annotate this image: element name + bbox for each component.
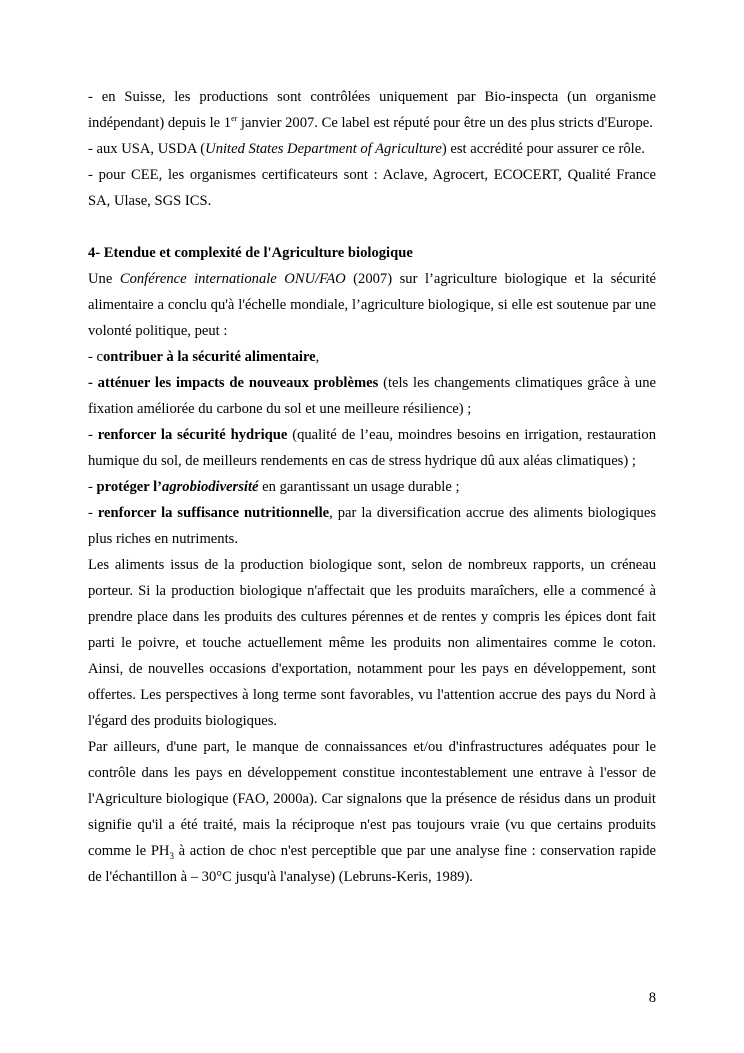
bullet-1-bold: ontribuer à la sécurité alimentaire [103, 349, 316, 365]
section-heading: 4- Etendue et complexité de l'Agriculture biologique [88, 245, 413, 261]
bullet-nouveaux-problemes [88, 370, 656, 422]
paragraph-aliments: Les aliments issus de la production biologique sont, selon de nombreux rapports, un créneau porteur. Si la production biologique n'affectait que les produits maraîchers, elle a commencé à prendre place dans les produits des cultures pérennes et de rentes y compris les épices dont fait parti le poivre, et touche actuellement même les produits non alimentaires comme le coton. Ainsi, de nouvelles occasions d'exportation, notamment pour les pays en développement, sont offertes. Les perspectives à long terme sont favorables, vu l'attention accrue des pays du Nord à l'égard des produits biologiques. [88, 557, 656, 729]
bullet-5-prefix: - [88, 505, 98, 521]
bullet-suffisance-nutritionnelle [88, 500, 656, 552]
bullet-5-bold: renforcer la suffisance nutritionnelle [97, 505, 330, 521]
bullet-5-after: , par la diversification accrue des aliments biologiques plus riches en nutriments. [88, 505, 656, 547]
spacer [88, 214, 656, 240]
text-intro-2: (2007) sur l’agriculture biologique et la sécurité alimentaire a conclu qu'à l'échelle mondiale, l’agriculture biologique, si elle est soutenue par une volonté politique, peut : [88, 271, 656, 339]
text-intro-1: Une [88, 271, 120, 287]
text-ailleurs-1: Par ailleurs, d'une part, le manque de connaissances et/ou d'infrastructures adéquates pour le contrôle dans les pays en développement constitue incontestablement une entrave à l'essor de l'Agriculture biologique (FAO, 2000a). Car signalons que la présence de résidus dans un produit signifie qu'il a été traité, mais la réciproque n'est pas toujours vraie (vu que certains produits comme le PH [88, 739, 656, 859]
text-usa-2: ) est accrédité pour assurer ce rôle. [441, 141, 645, 157]
paragraph-par-ailleurs [88, 734, 656, 890]
bullet-2-after: (tels les changements climatiques grâce à une fixation améliorée du carbone du sol et une meilleure résilience) ; [88, 375, 656, 417]
page-number: 8 [648, 990, 656, 1006]
document-page [88, 84, 656, 890]
text-usa-1: - aux USA, USDA ( [88, 141, 206, 157]
paragraph-suisse [88, 84, 656, 136]
bullet-1-prefix: - c [88, 349, 103, 365]
bullet-agrobiodiversite [88, 474, 656, 500]
text-ailleurs-2: à action de choc n'est perceptible que par une analyse fine : conservation rapide de l'échantillon à – 30°C jusqu'à l'analyse) (Lebruns-Keris, 1989). [88, 843, 656, 885]
bullet-securite-alimentaire [88, 344, 656, 370]
bullet-4-bold-italic: agrobiodiversité [162, 479, 259, 495]
bullet-3-bold: renforcer la sécurité hydrique [97, 427, 288, 443]
bullet-3-after: (qualité de l’eau, moindres besoins en irrigation, restauration humique du sol, de meilleurs rendements en cas de stress hydrique dû aux aléas climatiques) ; [88, 427, 657, 469]
bullet-4-bold: protéger l’ [96, 479, 163, 495]
subscript-3: 3 [169, 850, 174, 861]
text-suisse-2: janvier 2007. Ce label est réputé pour être un des plus stricts d'Europe. [237, 115, 653, 131]
text-usa-italic: United States Department of Agriculture [205, 141, 442, 157]
paragraph-cee: - pour CEE, les organismes certificateurs sont : Aclave, Agrocert, ECOCERT, Qualité France SA, Ulase, SGS ICS. [88, 167, 656, 209]
paragraph-intro [88, 266, 656, 344]
paragraph-usa [88, 136, 656, 162]
text-suisse-1: - en Suisse, les productions sont contrôlées uniquement par Bio-inspecta (un organisme indépendant) depuis le 1 [88, 89, 656, 131]
bullet-3-prefix: - [88, 427, 98, 443]
superscript-er: er [231, 114, 238, 124]
bullet-2-bold: - atténuer les impacts de nouveaux problèmes [88, 375, 379, 391]
bullet-1-after: , [315, 349, 320, 365]
text-intro-italic: Conférence internationale ONU/FAO [119, 271, 346, 287]
bullet-4-after: en garantissant un usage durable ; [258, 479, 460, 495]
bullet-4-prefix: - [88, 479, 97, 495]
bullet-securite-hydrique [88, 422, 656, 474]
